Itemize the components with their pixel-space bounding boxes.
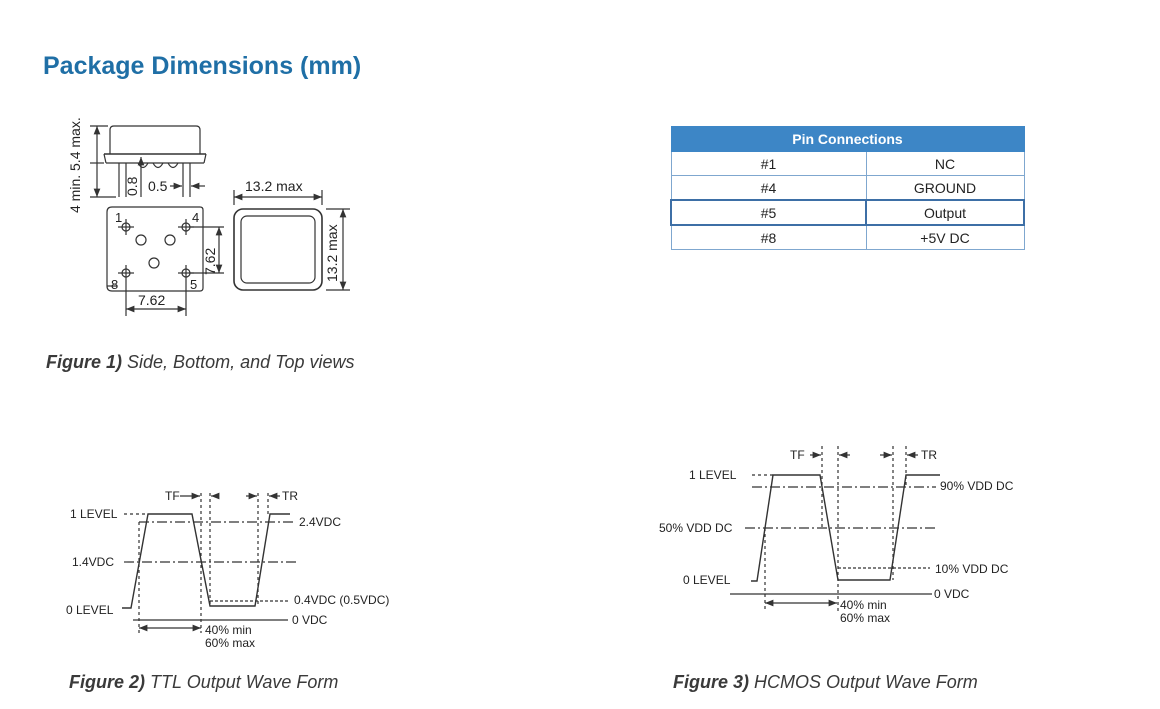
hcmos-one-level-label: 1 LEVEL bbox=[689, 468, 737, 482]
ttl-duty-max-label: 60% max bbox=[205, 636, 256, 650]
top-width-label: 13.2 max bbox=[245, 178, 303, 194]
ttl-waveform bbox=[122, 493, 296, 633]
table-row bbox=[671, 176, 1024, 201]
table-row bbox=[671, 152, 1024, 176]
hcmos-zero-v-label: 0 VDC bbox=[934, 587, 970, 601]
pin-cell: #1 bbox=[671, 152, 866, 176]
pin-offset-label: 0.5 bbox=[148, 178, 168, 194]
ttl-zero-level-label: 0 LEVEL bbox=[66, 603, 114, 617]
figure2-caption-label: Figure 2) bbox=[69, 672, 146, 692]
figure1-caption bbox=[46, 352, 355, 373]
pin-cell: #4 bbox=[671, 176, 866, 201]
hcmos-duty-min-label: 40% min bbox=[840, 598, 887, 612]
ttl-duty-min-label: 40% min bbox=[205, 623, 252, 637]
pin-cell: #8 bbox=[671, 225, 866, 250]
function-cell: GROUND bbox=[866, 176, 1024, 201]
pin-connections-table bbox=[670, 126, 1025, 250]
pin-spacing-h-label: 7.62 bbox=[138, 292, 166, 308]
function-cell: +5V DC bbox=[866, 225, 1024, 250]
pin-table-header: Pin Connections bbox=[671, 127, 1024, 152]
function-cell: NC bbox=[866, 152, 1024, 176]
top-height-label: 13.2 max bbox=[324, 224, 340, 282]
pin-number-1: 1 bbox=[115, 210, 123, 225]
table-row bbox=[671, 200, 1024, 225]
ttl-one-level-label: 1 LEVEL bbox=[70, 507, 118, 521]
height-dim-label: 4 min. 5.4 max. bbox=[67, 117, 83, 213]
figure3-caption-text: HCMOS Output Wave Form bbox=[754, 672, 978, 692]
hcmos-high-v-label: 90% VDD DC bbox=[940, 479, 1014, 493]
figure1-caption-text: Side, Bottom, and Top views bbox=[127, 352, 355, 372]
ttl-low-v-label: 0.4VDC (0.5VDC) bbox=[294, 593, 390, 607]
pin-number-4: 4 bbox=[192, 210, 200, 225]
ttl-tr-label: TR bbox=[282, 489, 298, 503]
pin-diameter-label: 0.8 bbox=[124, 176, 140, 196]
hcmos-zero-level-label: 0 LEVEL bbox=[683, 573, 731, 587]
figure2-caption bbox=[69, 672, 338, 693]
ttl-mid-level-label: 1.4VDC bbox=[72, 555, 115, 569]
figure3-caption-label: Figure 3) bbox=[673, 672, 750, 692]
hcmos-waveform bbox=[730, 446, 940, 612]
ttl-tf-label: TF bbox=[165, 489, 180, 503]
figure2-caption-text: TTL Output Wave Form bbox=[150, 672, 339, 692]
function-cell: Output bbox=[866, 200, 1024, 225]
ttl-zero-v-label: 0 VDC bbox=[292, 613, 328, 627]
pin-spacing-v-label: 7.62 bbox=[202, 247, 218, 275]
hcmos-low-v-label: 10% VDD DC bbox=[935, 562, 1009, 576]
figure1-caption-label: Figure 1) bbox=[46, 352, 123, 372]
page-title: Package Dimensions (mm) bbox=[43, 52, 362, 80]
table-row bbox=[671, 225, 1024, 250]
figure3-caption bbox=[673, 672, 978, 693]
pin-cell: #5 bbox=[671, 200, 866, 225]
pin-number-5: 5 bbox=[190, 277, 198, 292]
hcmos-tr-label: TR bbox=[921, 448, 937, 462]
hcmos-duty-max-label: 60% max bbox=[840, 611, 891, 625]
pin-number-8: 8 bbox=[111, 277, 119, 292]
hcmos-tf-label: TF bbox=[790, 448, 805, 462]
ttl-high-v-label: 2.4VDC bbox=[299, 515, 342, 529]
hcmos-mid-level-label: 50% VDD DC bbox=[659, 521, 733, 535]
